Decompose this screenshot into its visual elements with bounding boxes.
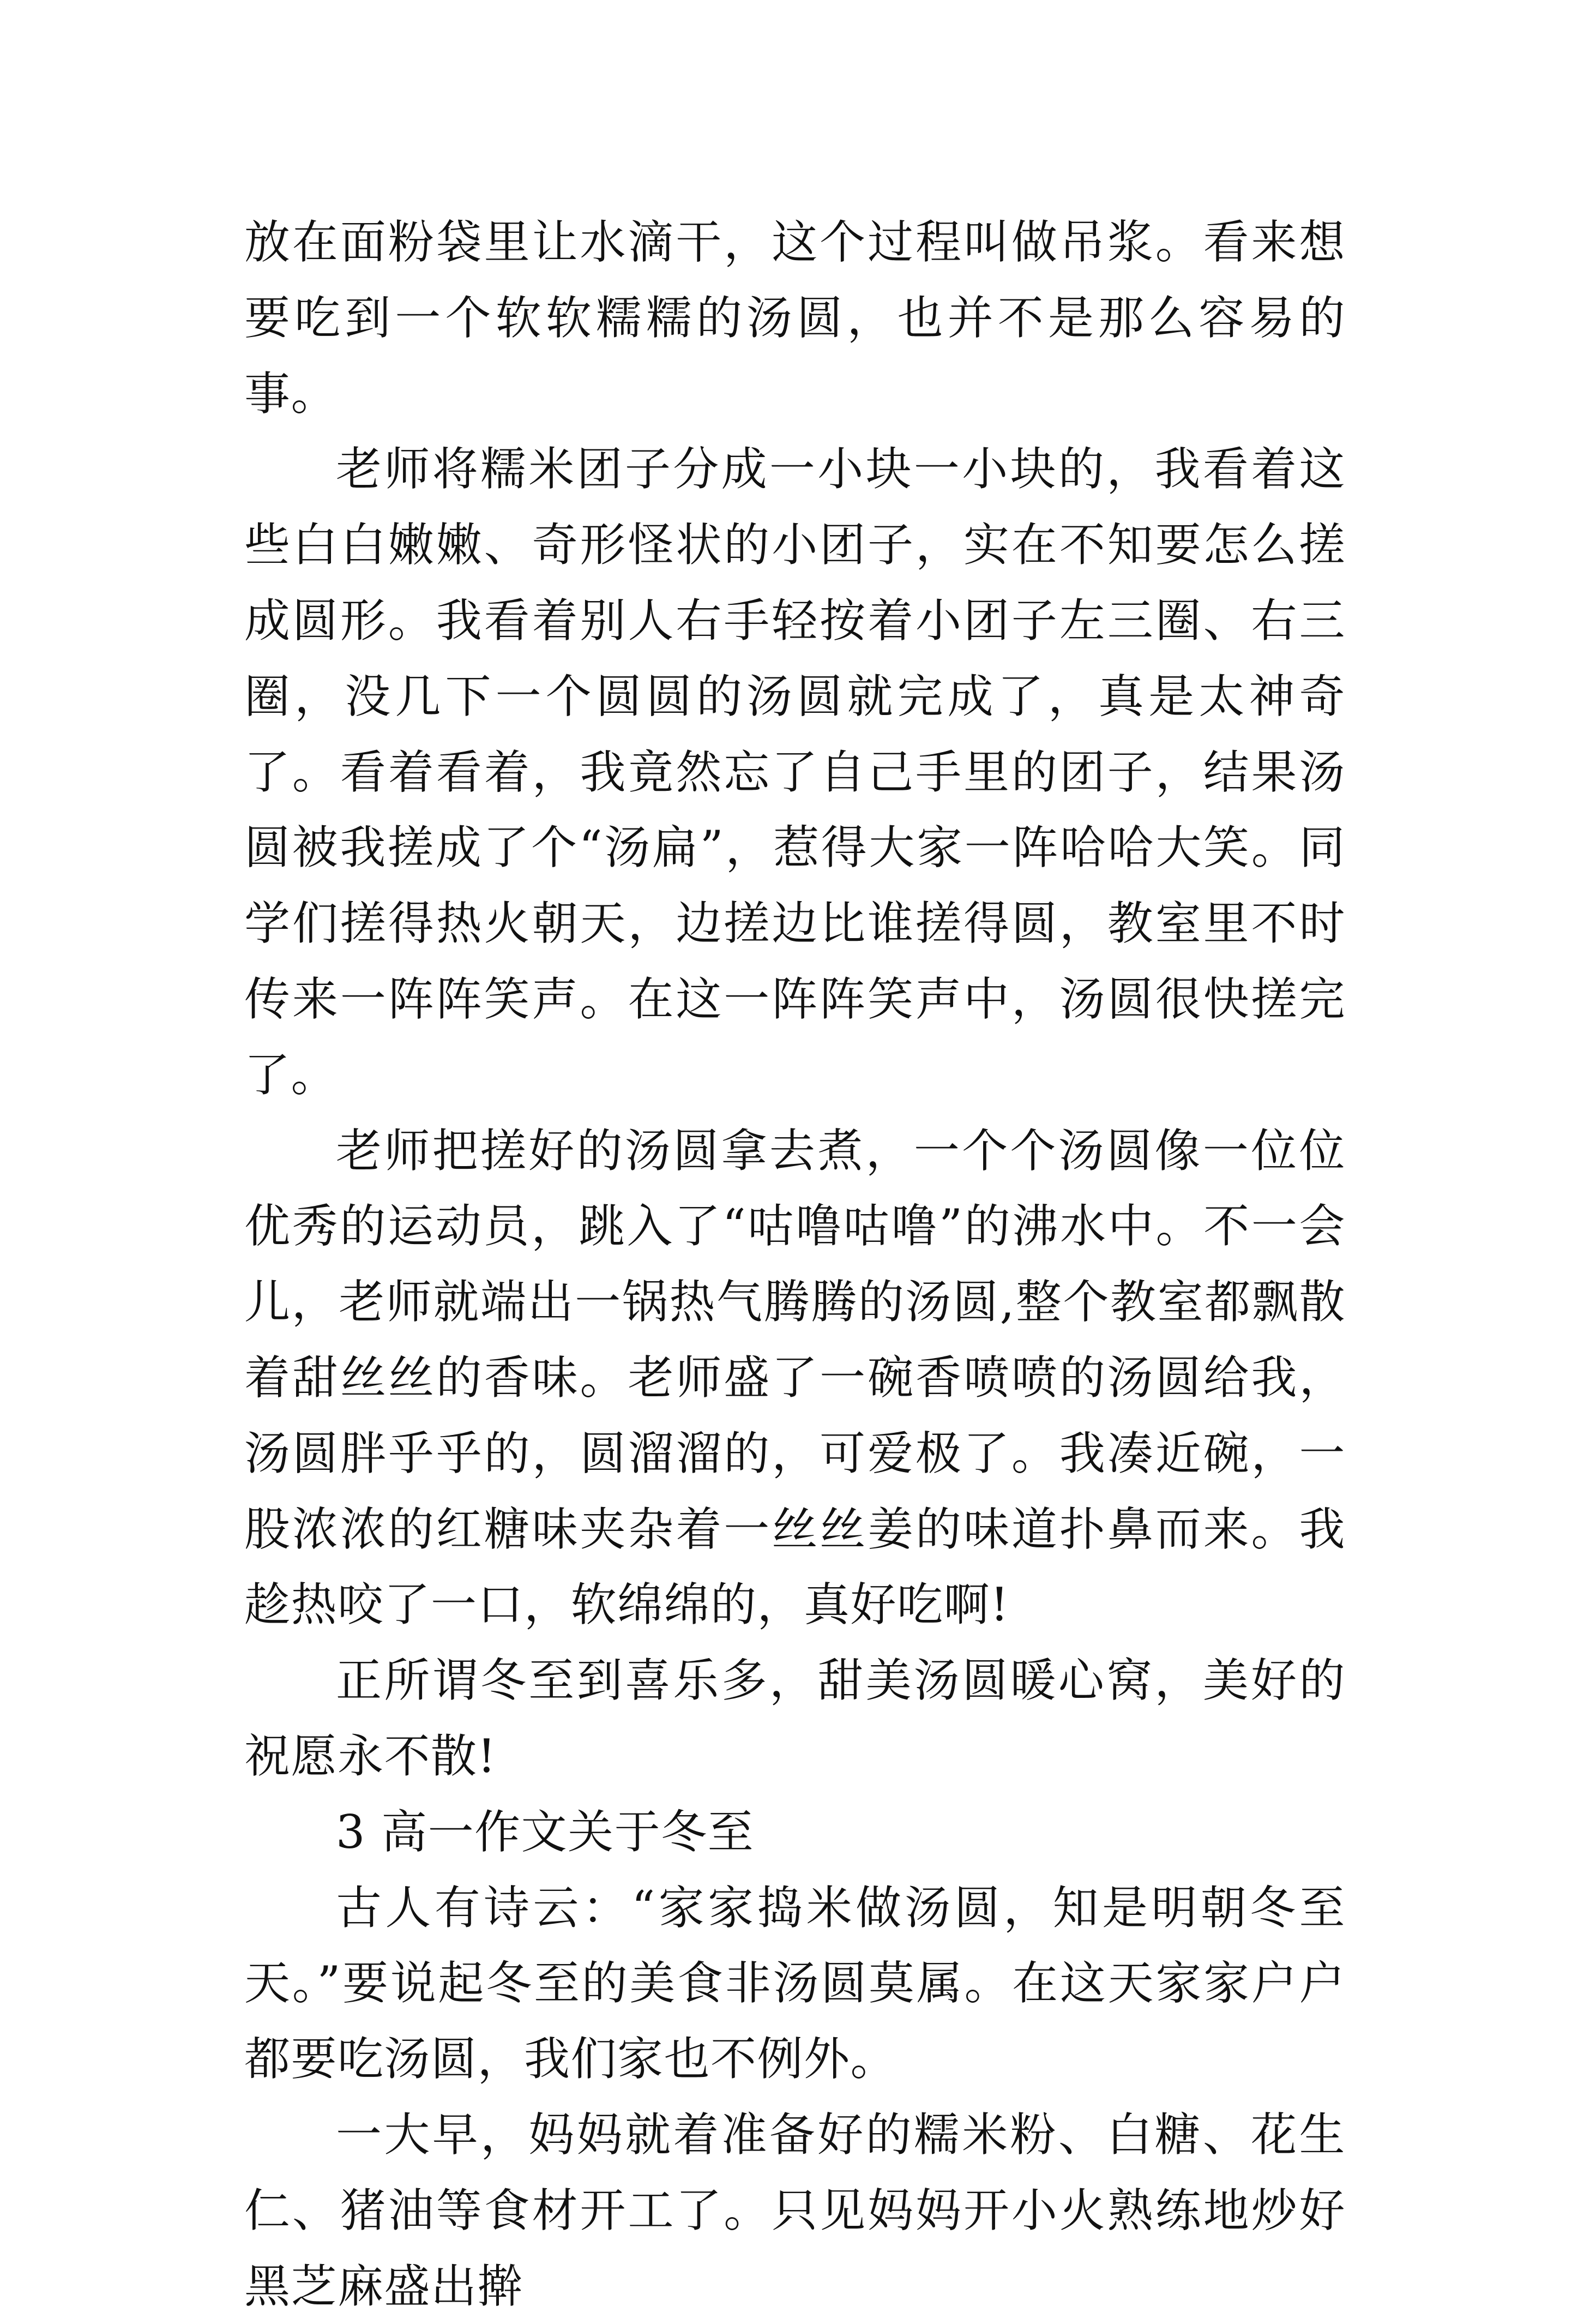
paragraph-cooking-tangyuan: 老师把搓好的汤圆拿去煮，一个个汤圆像一位位优秀的运动员，跳入了“咕噜咕噜”的沸水中。不一会儿，老师就端出一锅热气腾腾的汤圆,整个教室都飘散着甜丝丝的香味。老师盛了一碗香喷喷的汤圆给我，汤圆胖乎乎的，圆溜溜的，可爱极了。我凑近碗，一股浓浓的红糖味夹杂着一丝丝姜的味道扑鼻而来。我趁热咬了一口，软绵绵的，真好吃啊! — [244, 1124, 1346, 1632]
paragraph-conclusion: 正所谓冬至到喜乐多，甜美汤圆暖心窝，美好的祝愿永不散! — [244, 1654, 1346, 1783]
paragraph-rolling-tangyuan: 老师将糯米团子分成一小块一小块的，我看着这些白白嫩嫩、奇形怪状的小团子，实在不知要怎么搓成圆形。我看着别人右手轻按着小团子左三圈、右三圈，没几下一个圆圆的汤圆就完成了，真是太神奇了。看着看着，我竟然忘了自己手里的团子，结果汤圆被我搓成了个“汤扁”，惹得大家一阵哈哈大笑。同学们搓得热火朝天，边搓边比谁搓得圆，教室里不时传来一阵阵笑声。在这一阵阵笑声中，汤圆很快搓完了。 — [244, 442, 1346, 1102]
paragraph-morning-prep: 一大早，妈妈就着准备好的糯米粉、白糖、花生仁、猪油等食材开工了。只见妈妈开小火熟练地炒好黑芝麻盛出擀 — [244, 2107, 1346, 2313]
paragraph-continuation: 放在面粉袋里让水滴干，这个过程叫做吊浆。看来想要吃到一个软软糯糯的汤圆，也并不是那么容易的事。 — [244, 215, 1346, 421]
document-body — [244, 205, 1346, 2324]
section-heading: 3 高一作文关于冬至 — [336, 1805, 755, 1859]
paragraph-poem-intro: 古人有诗云：“家家捣米做汤圆，知是明朝冬至天。”要说起冬至的美食非汤圆莫属。在这天家家户户都要吃汤圆，我们家也不例外。 — [244, 1881, 1346, 2086]
